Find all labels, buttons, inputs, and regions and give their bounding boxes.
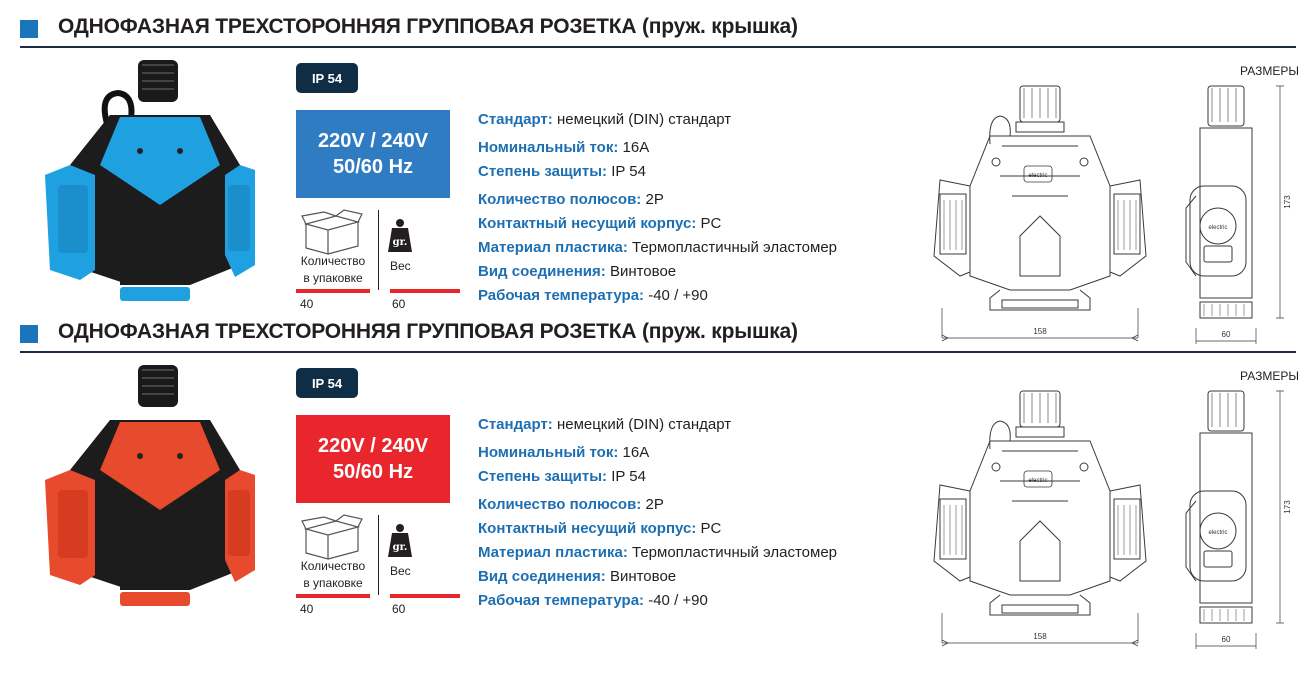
weight-value: 60 <box>392 602 406 616</box>
spec-list <box>478 108 837 308</box>
section-title: ОДНОФАЗНАЯ ТРЕХСТОРОННЯЯ ГРУППОВАЯ РОЗЕТКА (пруж. крышка) <box>58 320 798 343</box>
title-rule <box>20 46 1296 48</box>
product-section-red <box>0 305 1312 644</box>
pack-quantity-label: Количество в упаковке <box>300 254 366 285</box>
box-icon <box>300 208 364 256</box>
frequency-text: 50/60 Hz <box>332 461 414 483</box>
spec-row: Рабочая температура: -40 / +90 <box>478 287 708 304</box>
section-marker <box>20 20 38 38</box>
weight-unit: gr. <box>392 237 408 248</box>
spec-list <box>478 413 837 613</box>
pack-quantity-value: 40 <box>300 602 314 616</box>
product-image-red <box>40 360 260 610</box>
dim-width: 158 <box>1033 632 1047 641</box>
weight-unit: gr. <box>392 542 408 553</box>
voltage-box <box>296 415 450 503</box>
dim-depth: 60 <box>1221 635 1231 644</box>
product-image-blue <box>40 55 260 305</box>
weight-label: Вес <box>390 259 411 273</box>
ip-rating-badge: IP 54 <box>296 63 358 93</box>
pack-quantity-value: 40 <box>300 297 314 311</box>
spec-row: Вид соединения: Винтовое <box>478 568 677 585</box>
brand-mark: electric <box>1028 478 1048 484</box>
pack-quantity-label: Количество в упаковке <box>300 559 366 590</box>
pack-underline <box>296 594 370 598</box>
voltage-text: 220V / 240V <box>317 130 429 152</box>
spec-row: Вид соединения: Винтовое <box>478 263 677 280</box>
spec-row: Номинальный ток: 16A <box>478 139 650 156</box>
voltage-box <box>296 110 450 198</box>
section-marker <box>20 325 38 343</box>
spec-row: Материал пластика: Термопластичный эластомер <box>478 544 838 561</box>
spec-row: Степень защиты: IP 54 <box>478 163 646 180</box>
brand-mark-side: electric <box>1208 225 1228 231</box>
spec-row: Рабочая температура: -40 / +90 <box>478 592 708 609</box>
dimensions-label: РАЗМЕРЫ <box>1240 369 1299 383</box>
spec-row: Стандарт: немецкий (DIN) стандарт <box>478 416 732 433</box>
weight-underline <box>390 594 460 598</box>
spec-row: Количество полюсов: 2P <box>478 191 664 208</box>
section-title: ОДНОФАЗНАЯ ТРЕХСТОРОННЯЯ ГРУППОВАЯ РОЗЕТКА (пруж. крышка) <box>58 15 798 38</box>
divider <box>378 515 379 595</box>
spec-row: Количество полюсов: 2P <box>478 496 664 513</box>
title-rule <box>20 351 1296 353</box>
spec-row: Стандарт: немецкий (DIN) стандарт <box>478 111 732 128</box>
weight-label: Вес <box>390 564 411 578</box>
brand-mark-side: electric <box>1208 530 1228 536</box>
spec-row: Материал пластика: Термопластичный эластомер <box>478 239 838 256</box>
weight-icon <box>388 523 412 557</box>
dim-depth: 60 <box>1221 330 1231 339</box>
brand-mark: electric <box>1028 173 1048 179</box>
dim-width: 158 <box>1033 327 1047 336</box>
spec-row: Степень защиты: IP 54 <box>478 468 646 485</box>
voltage-text: 220V / 240V <box>317 435 429 457</box>
box-icon <box>300 513 364 561</box>
dim-height: 173 <box>1283 500 1292 514</box>
spec-row: Номинальный ток: 16A <box>478 444 650 461</box>
frequency-text: 50/60 Hz <box>332 156 414 178</box>
pack-underline <box>296 289 370 293</box>
spec-row: Контактный несущий корпус: PC <box>478 520 722 537</box>
dim-height: 173 <box>1283 195 1292 209</box>
ip-rating-badge: IP 54 <box>296 368 358 398</box>
weight-value: 60 <box>392 297 406 311</box>
spec-row: Контактный несущий корпус: PC <box>478 215 722 232</box>
weight-underline <box>390 289 460 293</box>
dimensions-label: РАЗМЕРЫ <box>1240 64 1299 78</box>
divider <box>378 210 379 290</box>
dimension-drawing <box>920 381 1310 653</box>
weight-icon <box>388 218 412 252</box>
product-section-blue <box>0 0 1312 339</box>
